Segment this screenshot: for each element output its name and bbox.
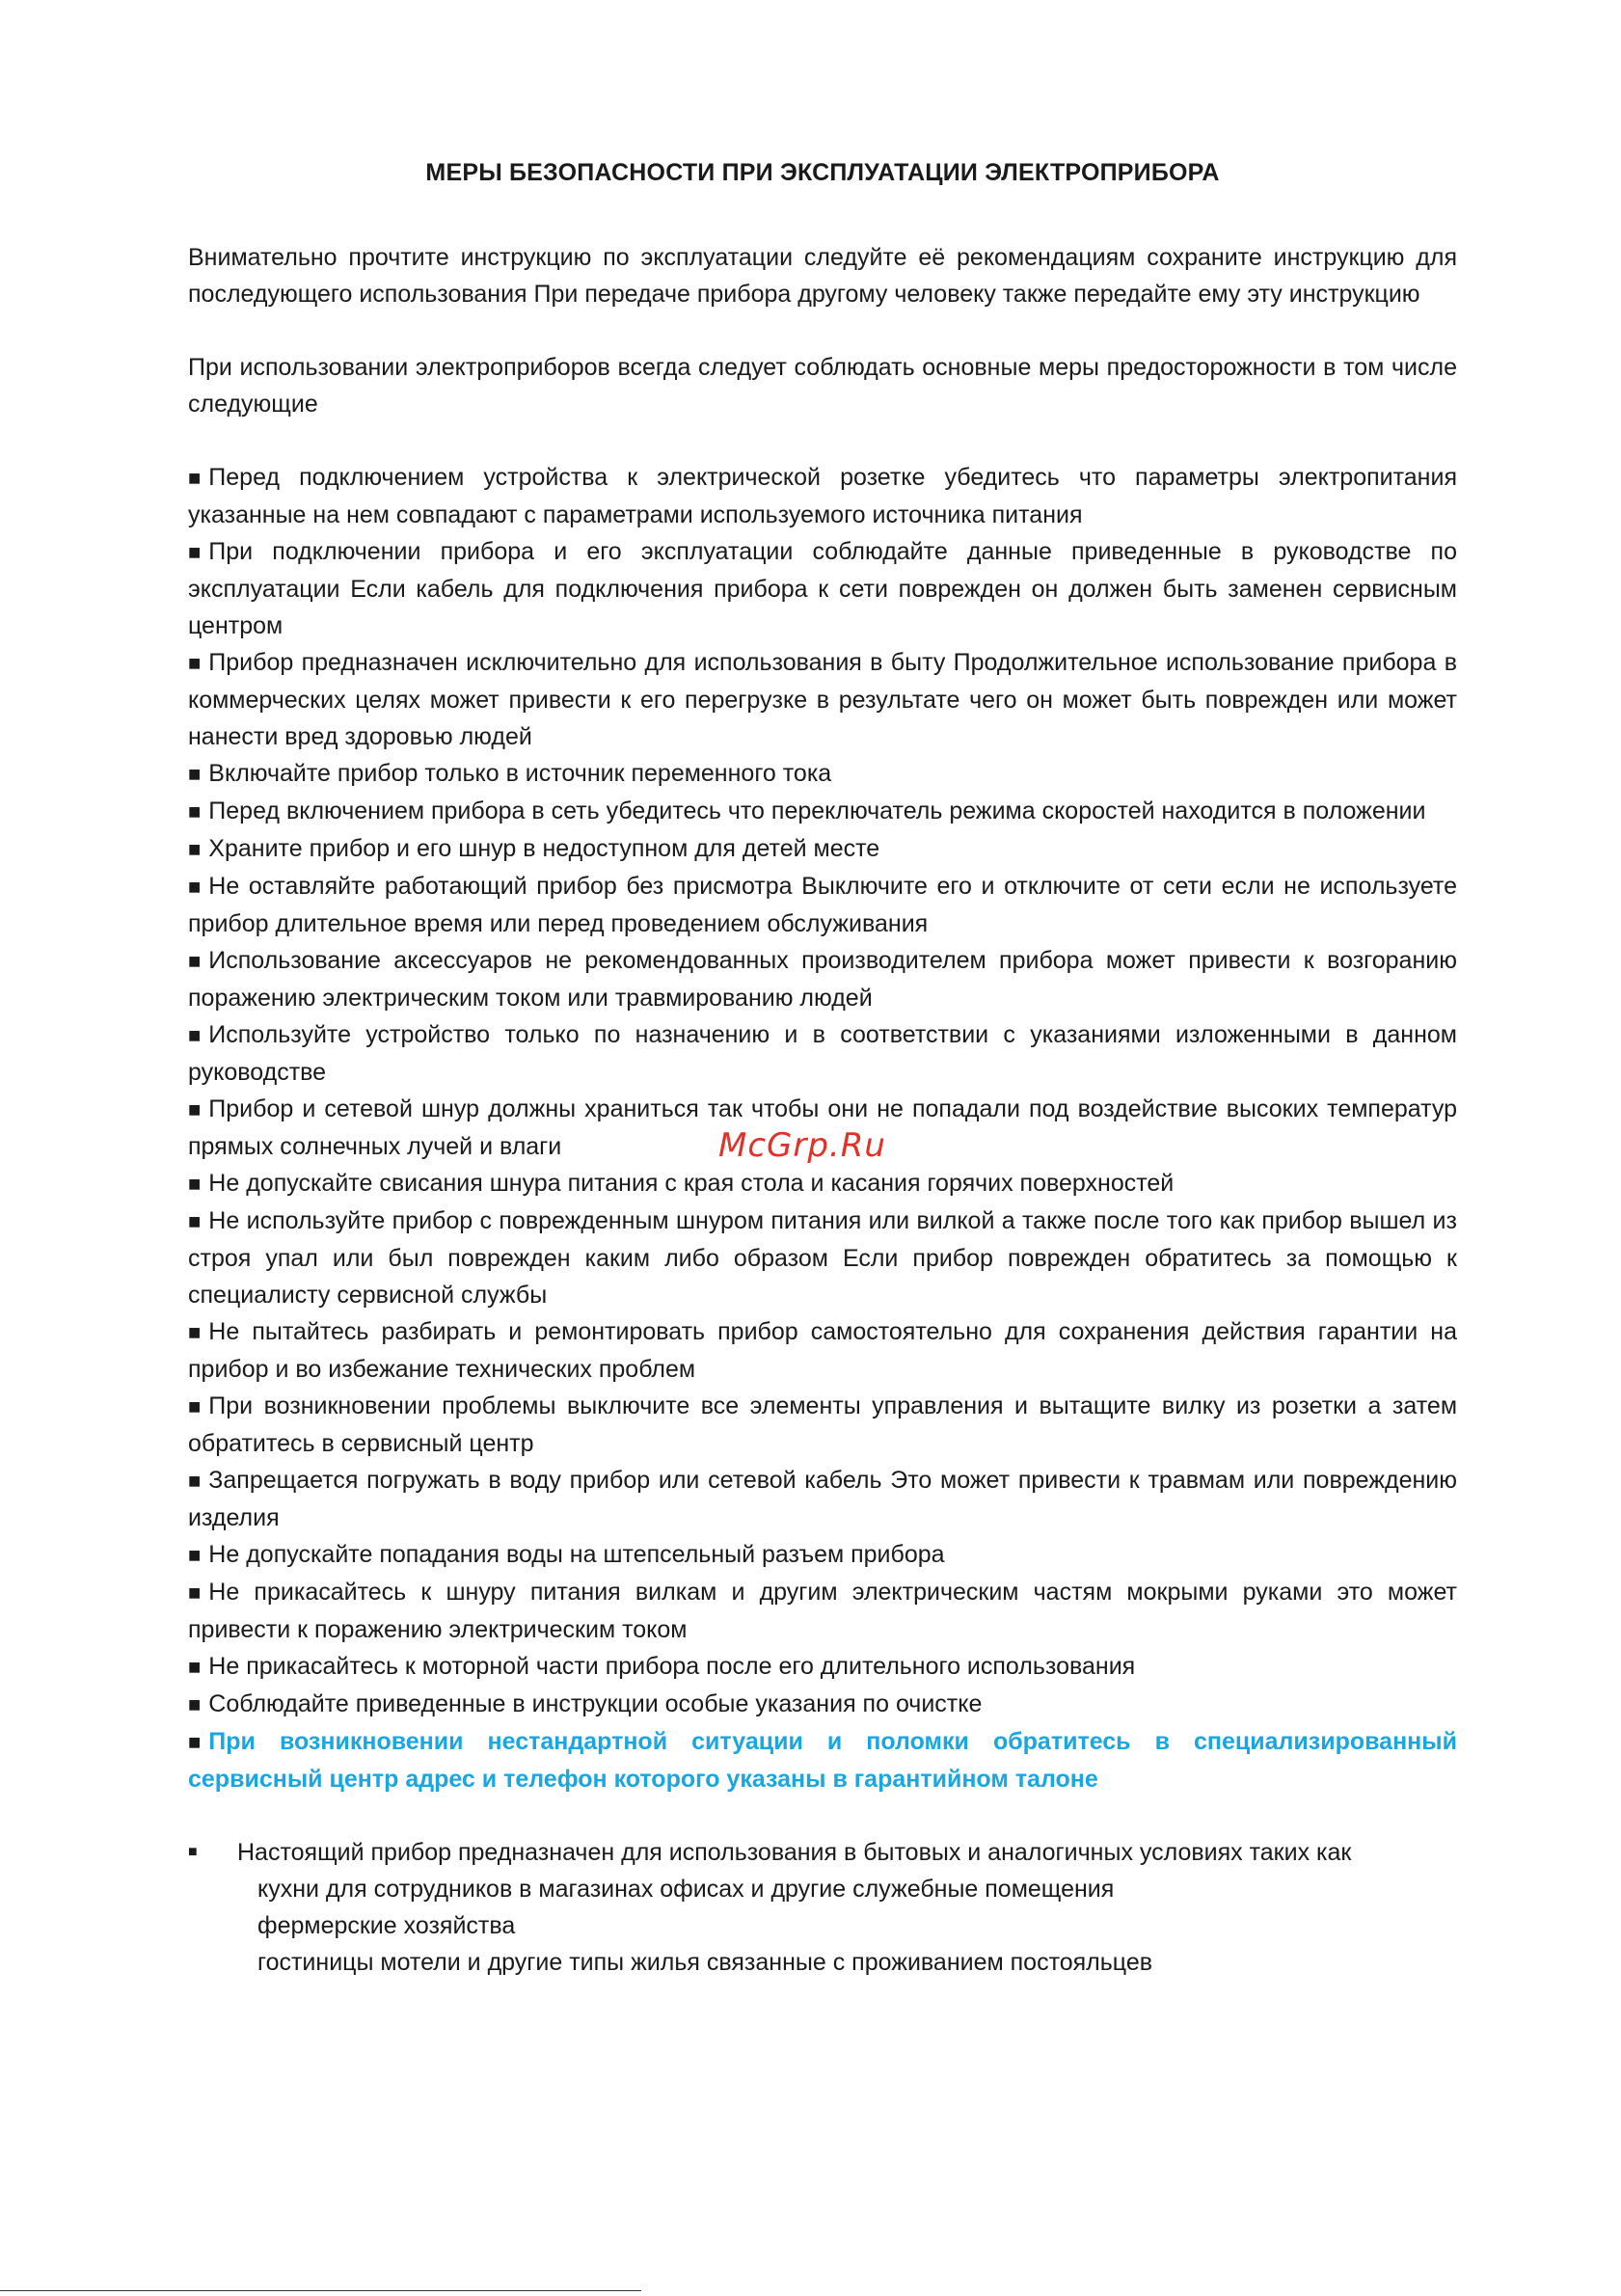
safety-rule-text: Не оставляйте работающий прибор без присмотра Выключите его и отключите от сети если не используете прибор длительное время или перед проведением обслуживания bbox=[188, 873, 1457, 937]
safety-rule-text: Не прикасайтесь к шнуру питания вилкам и другим электрическим частям мокрыми руками это может привести к поражению электрическим током bbox=[188, 1579, 1457, 1643]
service-center-rule-text: При возникновении нестандартной ситуации и поломки обратитесь в специализированный сервисный центр адрес и телефон которого указаны в гарантийном талоне bbox=[188, 1728, 1457, 1793]
paragraph-gap bbox=[188, 422, 1457, 459]
safety-rule bbox=[188, 755, 1457, 793]
square-bullet-icon: ■ bbox=[188, 949, 202, 973]
square-bullet-icon: ■ bbox=[188, 1097, 202, 1121]
safety-rule-text: Перед подключением устройства к электрической розетке убедитесь что параметры электропитания указанные на нем совпадают с параметрами используемого источника питания bbox=[188, 464, 1457, 528]
document-title: МЕРЫ БЕЗОПАСНОСТИ ПРИ ЭКСПЛУАТАЦИИ ЭЛЕКТРОПРИБОРА bbox=[425, 159, 1220, 186]
safety-rule-text: Не допускайте свисания шнура питания с края стола и касания горячих поверхностей bbox=[208, 1170, 1175, 1197]
square-bullet-icon: ■ bbox=[188, 540, 202, 564]
square-bullet-icon: ■ bbox=[188, 762, 202, 786]
intro-paragraph-2: При использовании электроприборов всегда следует соблюдать основные меры предосторожности в том числе следующие bbox=[188, 354, 1457, 418]
intro-paragraph-1: Внимательно прочтите инструкцию по эксплуатации следуйте её рекомендациям сохраните инструкцию для последующего использования При передаче прибора другому человеку также передайте ему эту инструкцию bbox=[188, 244, 1457, 308]
safety-rule bbox=[188, 793, 1457, 830]
safety-rule bbox=[188, 459, 1457, 533]
document-page bbox=[188, 154, 1457, 1981]
square-bullet-icon: ■ bbox=[188, 1209, 202, 1233]
safety-rule bbox=[188, 533, 1457, 644]
service-center-rule bbox=[188, 1723, 1457, 1797]
watermark-text: McGrp.Ru bbox=[718, 1126, 886, 1165]
paragraph-gap bbox=[188, 1797, 1457, 1834]
safety-rule-text: Не пытайтесь разбирать и ремонтировать прибор самостоятельно для сохранения действия гарантии на прибор и во избежание технических проблем bbox=[188, 1318, 1457, 1383]
safety-rule-text: Прибор и сетевой шнур должны храниться так чтобы они не попадали под воздействие высоких температур прямых солнечных лучей и влаги bbox=[188, 1095, 1457, 1160]
safety-rule-text: Не прикасайтесь к моторной части прибора после его длительного использования bbox=[208, 1653, 1136, 1680]
intended-use-list bbox=[188, 1871, 1457, 1981]
safety-rule bbox=[188, 1462, 1457, 1536]
safety-rule-text: Перед включением прибора в сеть убедитесь что переключатель режима скоростей находится в положении bbox=[208, 797, 1426, 824]
safety-rule bbox=[188, 1388, 1457, 1462]
square-bullet-icon: ■ bbox=[188, 1394, 202, 1418]
safety-rule-text: Не используйте прибор с поврежденным шнуром питания или вилкой а также после того как прибор вышел из строя упал или был поврежден каким либо образом Если прибор поврежден обратитесь за помощью к специалисту сервисной службы bbox=[188, 1207, 1457, 1309]
safety-rule bbox=[188, 1648, 1457, 1686]
safety-rule-text: Включайте прибор только в источник переменного тока bbox=[208, 760, 832, 787]
safety-rule bbox=[188, 1165, 1457, 1202]
intended-use-item: кухни для сотрудников в магазинах офисах и другие служебные помещения bbox=[257, 1876, 1115, 1903]
square-bullet-icon: ■ bbox=[188, 875, 202, 899]
square-bullet-icon: ■ bbox=[188, 651, 202, 675]
safety-rule-text: Используйте устройство только по назначению и в соответствии с указаниями изложенными в данном руководстве bbox=[188, 1021, 1457, 1086]
square-bullet-icon: ■ bbox=[188, 1320, 202, 1344]
square-bullet-icon: ■ bbox=[188, 1023, 202, 1047]
intended-use-text: Настоящий прибор предназначен для использования в бытовых и аналогичных условиях таких как bbox=[237, 1839, 1352, 1866]
safety-rule bbox=[188, 1016, 1457, 1091]
square-bullet-icon: ■ bbox=[188, 1580, 202, 1605]
square-bullet-icon: ■ bbox=[188, 1543, 202, 1567]
safety-rule bbox=[188, 1202, 1457, 1313]
safety-rule-text: Запрещается погружать в воду прибор или сетевой кабель Это может привести к травмам или повреждению изделия bbox=[188, 1467, 1457, 1531]
safety-rule-text: Соблюдайте приведенные в инструкции особые указания по очистке bbox=[208, 1690, 983, 1717]
square-bullet-icon: ■ bbox=[188, 1469, 202, 1493]
square-bullet-icon: ■ bbox=[188, 1730, 202, 1754]
square-bullet-icon: ■ bbox=[188, 466, 202, 490]
safety-rule-text: При подключении прибора и его эксплуатации соблюдайте данные приведенные в руководстве по эксплуатации Если кабель для подключения прибора к сети поврежден он должен быть заменен сервисным центром bbox=[188, 538, 1457, 639]
small-square-bullet-icon: ■ bbox=[188, 1844, 198, 1860]
paragraph-gap bbox=[188, 312, 1457, 349]
safety-rule bbox=[188, 942, 1457, 1016]
safety-rule bbox=[188, 1536, 1457, 1574]
safety-rule bbox=[188, 1686, 1457, 1723]
square-bullet-icon: ■ bbox=[188, 1655, 202, 1679]
safety-rule bbox=[188, 1574, 1457, 1648]
safety-rule-text: Храните прибор и его шнур в недоступном для детей месте bbox=[208, 835, 880, 862]
safety-rule bbox=[188, 868, 1457, 942]
intended-use-note bbox=[188, 1834, 1457, 1871]
square-bullet-icon: ■ bbox=[188, 1172, 202, 1196]
intended-use-item: фермерские хозяйства bbox=[257, 1912, 516, 1939]
footer-divider bbox=[0, 2290, 641, 2291]
square-bullet-icon: ■ bbox=[188, 1692, 202, 1716]
safety-rule bbox=[188, 644, 1457, 755]
safety-rule bbox=[188, 1313, 1457, 1388]
safety-rule-text: Не допускайте попадания воды на штепсельный разъем прибора bbox=[208, 1541, 945, 1568]
intended-use-item: гостиницы мотели и другие типы жилья связанные с проживанием постояльцев bbox=[257, 1949, 1153, 1976]
square-bullet-icon: ■ bbox=[188, 837, 202, 861]
safety-rule-text: Использование аксессуаров не рекомендованных производителем прибора может привести к возгоранию поражению электрическим током или травмированию людей bbox=[188, 947, 1457, 1012]
safety-rule-text: При возникновении проблемы выключите все элементы управления и вытащите вилку из розетки а затем обратитесь в сервисный центр bbox=[188, 1392, 1457, 1457]
safety-rule-text: Прибор предназначен исключительно для использования в быту Продолжительное использование прибора в коммерческих целях может привести к его перегрузке в результате чего он может быть поврежден или может нанести вред здоровью людей bbox=[188, 649, 1457, 750]
square-bullet-icon: ■ bbox=[188, 799, 202, 824]
safety-rule bbox=[188, 830, 1457, 868]
